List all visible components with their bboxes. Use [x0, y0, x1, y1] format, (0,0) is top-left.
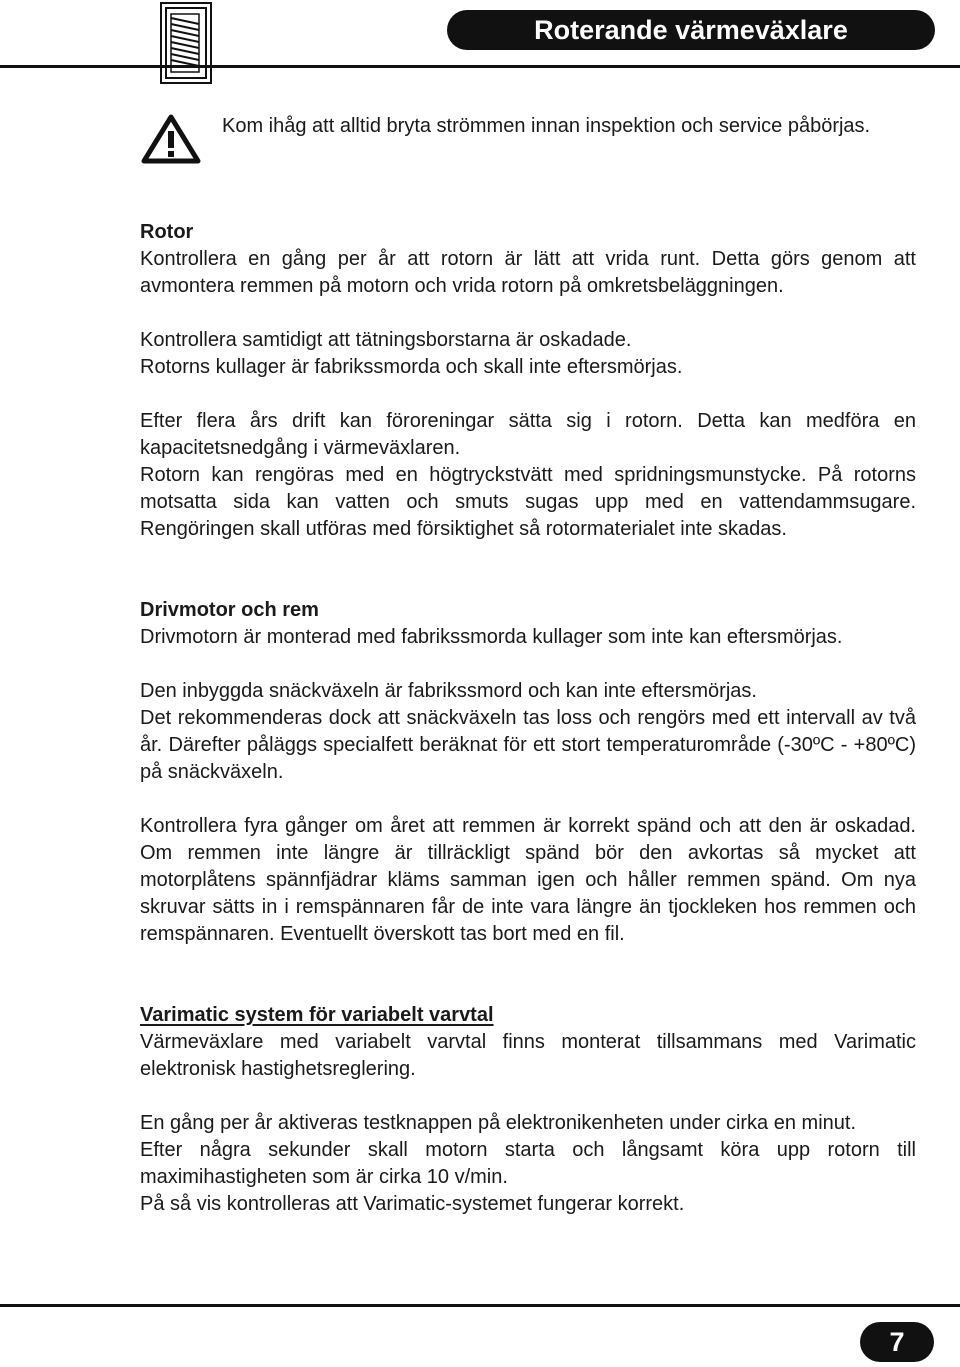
paragraph: Kontrollera samtidigt att tätningsborstarna är oskadade.: [140, 329, 632, 351]
paragraph: Rotorns kullager är fabrikssmorda och skall inte eftersmörjas.: [140, 356, 683, 378]
paragraph: Efter några sekunder skall motorn starta och långsamt köra upp rotorn till maximihastigheten som är cirka 10 v/min.: [140, 1139, 916, 1188]
warning-triangle-icon: [140, 113, 202, 165]
paragraph: Den inbyggda snäckväxeln är fabrikssmord och kan inte eftersmörjas.: [140, 680, 757, 702]
paragraph: Kontrollera fyra gånger om året att remmen är korrekt spänd och att den är oskadad. Om remmen inte längre är tillräckligt spänd bör den avkortas så mycket att motorplåtens spännfjädrar kläms samman igen och håller remmen spänd. Om nya skruvar sätts in i remspännaren får de inte vara längre än tjockleken hos remmen och remspännaren. Eventuellt överskott tas bort med en fil.: [140, 815, 916, 945]
section-heading-rotor: Rotor: [140, 221, 194, 243]
paragraph: Det rekommenderas dock att snäckväxeln tas loss och rengörs med ett intervall av två år. Därefter påläggs specialfett beräknat för ett stort temperaturområde (-30ºC - +80ºC) på snäckväxeln.: [140, 707, 916, 783]
warning-text: Kom ihåg att alltid bryta strömmen innan inspektion och service påbörjas.: [222, 115, 871, 137]
section-heading-drive: Drivmotor och rem: [140, 599, 319, 621]
header-rule: [0, 65, 960, 68]
page-number: 7: [860, 1322, 934, 1362]
door-louver-icon: [160, 2, 212, 84]
paragraph: Drivmotorn är monterad med fabrikssmorda kullager som inte kan eftersmörjas.: [140, 626, 843, 648]
paragraph: Rotorn kan rengöras med en högtryckstvätt med spridningsmunstycke. På rotorns motsatta sida kan vatten och smuts sugas upp med en vattendammsugare. Rengöringen skall utföras med försiktighet så rotormaterialet inte skadas.: [140, 464, 916, 540]
paragraph: På så vis kontrolleras att Varimatic-systemet fungerar korrekt.: [140, 1193, 685, 1215]
paragraph: Efter flera års drift kan föroreningar sätta sig i rotorn. Detta kan medföra en kapacitetsnedgång i värmeväxlaren.: [140, 410, 916, 459]
paragraph: Kontrollera en gång per år att rotorn är lätt att vrida runt. Detta görs genom att avmontera remmen på motorn och vrida rotorn på omkretsbeläggningen.: [140, 248, 916, 297]
paragraph: En gång per år aktiveras testknappen på elektronikenheten under cirka en minut.: [140, 1112, 856, 1134]
section-heading-varimatic: Varimatic system för variabelt varvtal: [140, 1004, 494, 1026]
paragraph: Värmeväxlare med variabelt varvtal finns monterat tillsammans med Varimatic elektronisk hastighetsreglering.: [140, 1031, 916, 1080]
page-title: Roterande värmeväxlare: [447, 10, 935, 50]
main-content: [140, 219, 916, 1218]
footer-rule: [0, 1304, 960, 1307]
